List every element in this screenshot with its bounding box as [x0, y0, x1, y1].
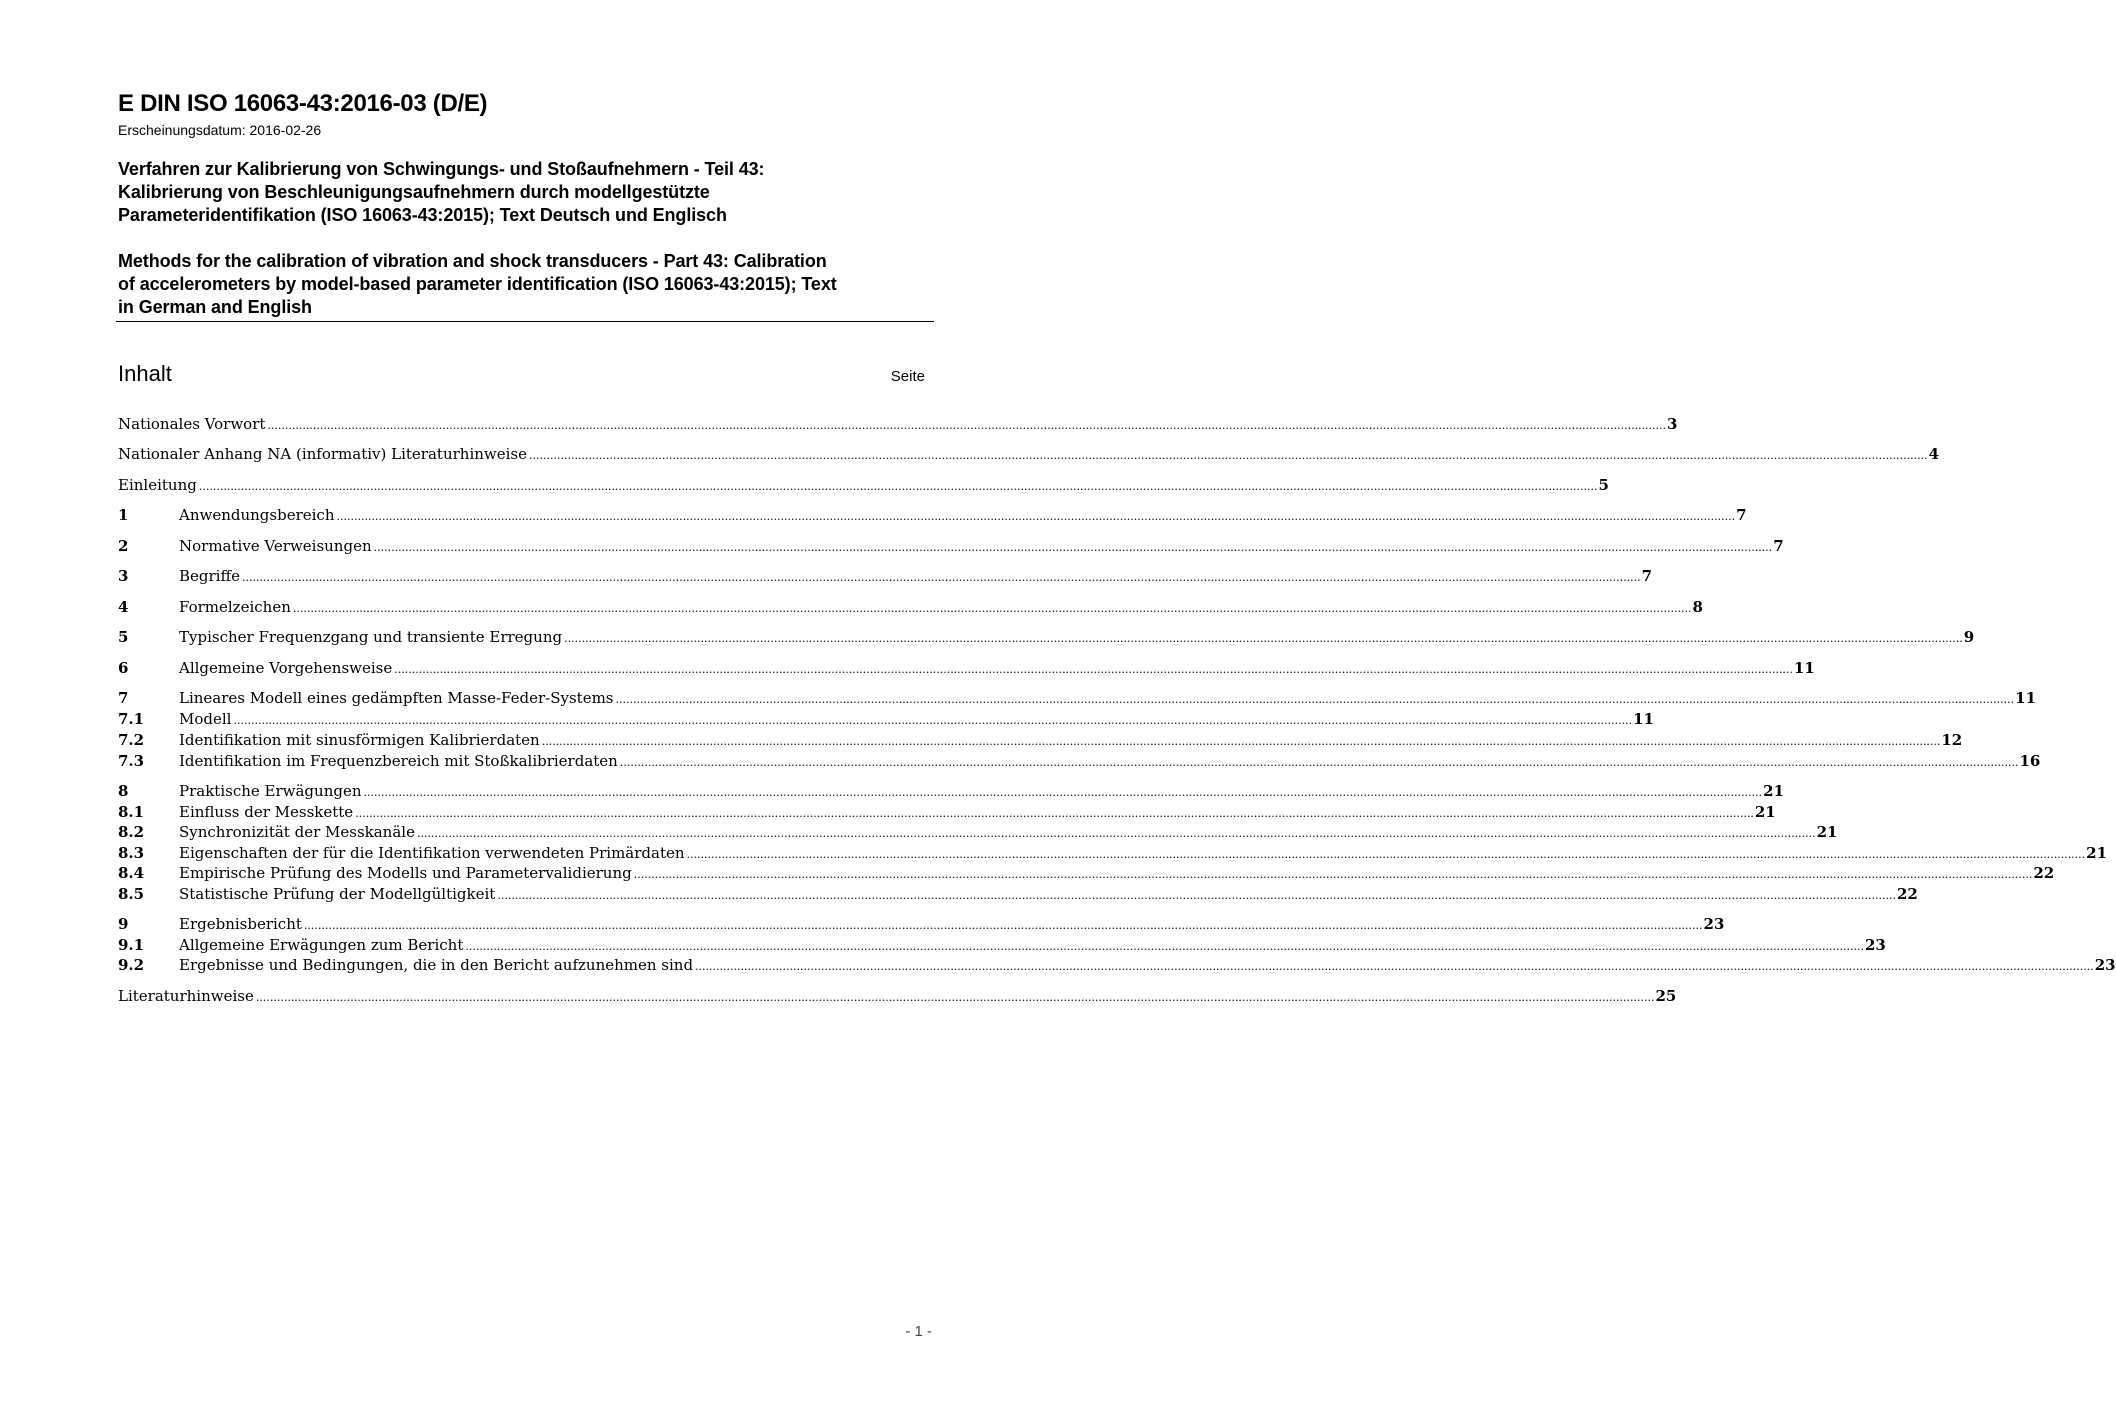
- toc-entry-page: 23: [1703, 915, 1725, 933]
- page-number: - 1 -: [905, 1323, 932, 1340]
- toc-leader-dots: ................................................................................................................................................................................................................................................................................................................................................................................................................: [355, 807, 1754, 820]
- toc-leader-dots: ................................................................................................................................................................................................................................................................................................................................................................................................................: [528, 449, 1928, 462]
- toc-entry-title: Lineares Modell eines gedämpften Masse-Feder-Systems: [179, 689, 614, 707]
- toc-entry-page: 23: [1865, 936, 1886, 954]
- toc-leader-dots: ................................................................................................................................................................................................................................................................................................................................................................................................................: [541, 735, 1941, 748]
- toc-entry-number: 8.5: [118, 885, 145, 903]
- toc-entry[interactable]: [118, 780, 1785, 802]
- title-english: [118, 250, 938, 319]
- toc-entry-title: Ergebnisse und Bedingungen, die in den Bericht aufzunehmen sind: [179, 956, 694, 974]
- title-english-line: of accelerometers by model-based parameter identification (ISO 16063-43:2015); Text: [118, 274, 837, 294]
- toc-entry[interactable]: [118, 443, 1940, 465]
- toc-entry-title: Modell: [179, 710, 232, 728]
- toc-entry-number: 6: [118, 659, 129, 677]
- toc-entry-page: 21: [2086, 844, 2108, 862]
- toc-entry-number: 9.2: [118, 956, 145, 974]
- toc-entry-page: 9: [1963, 628, 1975, 646]
- publication-date: Erscheinungsdatum: 2016-02-26: [118, 122, 322, 138]
- toc-entry-title: Empirische Prüfung des Modells und Parametervalidierung: [179, 864, 632, 882]
- toc-entry-title: Statistische Prüfung der Modellgültigkeit: [179, 885, 496, 903]
- toc-leader-dots: ................................................................................................................................................................................................................................................................................................................................................................................................................: [465, 940, 1864, 953]
- toc-entry-page: 7: [1736, 506, 1747, 524]
- toc-leader-dots: ................................................................................................................................................................................................................................................................................................................................................................................................................: [564, 632, 1963, 645]
- title-german-line: Verfahren zur Kalibrierung von Schwingungs- und Stoßaufnehmern - Teil 43:: [118, 159, 765, 179]
- toc-entry-title: Normative Verweisungen: [179, 537, 372, 555]
- toc-leader-dots: ................................................................................................................................................................................................................................................................................................................................................................................................................: [416, 827, 1816, 840]
- toc-entry-page: 3: [1667, 415, 1678, 433]
- toc-leader-dots: ................................................................................................................................................................................................................................................................................................................................................................................................................: [198, 480, 1598, 493]
- toc-entry-number: 7.1: [118, 710, 145, 728]
- toc-entry[interactable]: [118, 883, 1918, 905]
- toc-entry-page: 21: [1816, 823, 1838, 841]
- toc-entry[interactable]: [118, 708, 1654, 730]
- toc-leader-dots: ................................................................................................................................................................................................................................................................................................................................................................................................................: [686, 848, 2086, 861]
- toc-entry[interactable]: [118, 596, 1703, 618]
- title-german-line: Kalibrierung von Beschleunigungsaufnehmern durch modellgestützte: [118, 182, 710, 202]
- toc-entry-title: Einfluss der Messkette: [179, 803, 354, 821]
- toc-leader-dots: ................................................................................................................................................................................................................................................................................................................................................................................................................: [619, 756, 2019, 769]
- toc-entry-title: Begriffe: [179, 567, 241, 585]
- toc-leader-dots: ................................................................................................................................................................................................................................................................................................................................................................................................................: [497, 889, 1896, 902]
- toc-entry-title: Nationaler Anhang NA (informativ) Literaturhinweise: [118, 445, 527, 463]
- toc-entry-page: 8: [1692, 598, 1703, 616]
- toc-entry-title: Literaturhinweise: [118, 987, 254, 1005]
- toc-entry[interactable]: [118, 729, 1963, 751]
- toc-entry[interactable]: [118, 687, 2037, 709]
- toc-leader-dots: ................................................................................................................................................................................................................................................................................................................................................................................................................: [242, 571, 1641, 584]
- toc-leader-dots: ................................................................................................................................................................................................................................................................................................................................................................................................................: [363, 786, 1763, 799]
- toc-entry-page: 7: [1641, 567, 1653, 585]
- toc-entry-page: 25: [1655, 987, 1677, 1005]
- title-german: [118, 158, 938, 227]
- toc-heading: Inhalt: [118, 361, 172, 386]
- toc-entry-number: 4: [118, 598, 129, 616]
- toc-entry[interactable]: [118, 913, 1725, 935]
- toc-entry[interactable]: [118, 934, 1886, 956]
- toc-entry-page: 5: [1598, 476, 1609, 494]
- toc-entry-title: Nationales Vorwort: [118, 415, 266, 433]
- toc-entry-page: 21: [1763, 782, 1785, 800]
- toc-leader-dots: ................................................................................................................................................................................................................................................................................................................................................................................................................: [695, 960, 2094, 973]
- toc-entry[interactable]: [118, 862, 2055, 884]
- toc-entry-title: Identifikation im Frequenzbereich mit Stoßkalibrierdaten: [179, 752, 618, 770]
- toc-entry-page: 22: [1896, 885, 1918, 903]
- toc-entry-page: 21: [1754, 803, 1776, 821]
- toc-leader-dots: ................................................................................................................................................................................................................................................................................................................................................................................................................: [615, 693, 2015, 706]
- toc-entry-number: 3: [118, 567, 129, 585]
- toc-entry-number: 7: [118, 689, 129, 707]
- toc-entry[interactable]: [118, 474, 1609, 496]
- toc-entry-title: Einleitung: [118, 476, 197, 494]
- toc-leader-dots: ................................................................................................................................................................................................................................................................................................................................................................................................................: [292, 602, 1692, 615]
- toc-entry-page: 4: [1928, 445, 1940, 463]
- toc-entry-number: 8: [118, 782, 129, 800]
- toc-leader-dots: ................................................................................................................................................................................................................................................................................................................................................................................................................: [633, 868, 2033, 881]
- toc-entry-title: Formelzeichen: [179, 598, 291, 616]
- toc-leader-dots: ................................................................................................................................................................................................................................................................................................................................................................................................................: [303, 919, 1703, 932]
- toc-entry-page: 23: [2094, 956, 2116, 974]
- toc-entry-page: 22: [2033, 864, 2055, 882]
- toc-entry-title: Identifikation mit sinusförmigen Kalibrierdaten: [179, 731, 540, 749]
- toc-entry-number: 2: [118, 537, 129, 555]
- toc-entry-page: 11: [1633, 710, 1654, 728]
- toc-leader-dots: ................................................................................................................................................................................................................................................................................................................................................................................................................: [373, 541, 1773, 554]
- document-id: E DIN ISO 16063-43:2016-03 (D/E): [118, 90, 488, 117]
- toc-entry-title: Synchronizität der Messkanäle: [179, 823, 415, 841]
- toc-entry[interactable]: [118, 954, 2116, 976]
- toc-entry-title: Ergebnisbericht: [179, 915, 302, 933]
- toc-entry-number: 8.2: [118, 823, 145, 841]
- toc-leader-dots: ................................................................................................................................................................................................................................................................................................................................................................................................................: [255, 991, 1655, 1004]
- toc-entry-title: Typischer Frequenzgang und transiente Erregung: [179, 628, 563, 646]
- toc-entry-page: 7: [1773, 537, 1784, 555]
- title-english-line: in German and English: [118, 297, 312, 317]
- toc-entry-number: 8.4: [118, 864, 145, 882]
- toc-entry-number: 8.1: [118, 803, 145, 821]
- toc-entry-page: 11: [2015, 689, 2037, 707]
- toc-entry[interactable]: [118, 657, 1815, 679]
- toc-entry-title: Praktische Erwägungen: [179, 782, 362, 800]
- toc-entry-title: Anwendungsbereich: [179, 506, 335, 524]
- toc-entry-title: Eigenschaften der für die Identifikation verwendeten Primärdaten: [179, 844, 685, 862]
- toc-entry-title: Allgemeine Vorgehensweise: [179, 659, 393, 677]
- toc-entry[interactable]: [118, 565, 1653, 587]
- toc-entry-number: 9.1: [118, 936, 145, 954]
- toc-leader-dots: ................................................................................................................................................................................................................................................................................................................................................................................................................: [336, 510, 1736, 523]
- title-german-line: Parameteridentifikation (ISO 16063-43:2015); Text Deutsch und Englisch: [118, 205, 727, 225]
- toc-entry[interactable]: [118, 842, 2108, 864]
- title-english-line: Methods for the calibration of vibration and shock transducers - Part 43: Calibration: [118, 251, 827, 271]
- toc-entry-page: 11: [1793, 659, 1815, 677]
- toc-entry-number: 8.3: [118, 844, 145, 862]
- toc-leader-dots: ................................................................................................................................................................................................................................................................................................................................................................................................................: [394, 663, 1793, 676]
- toc-entry[interactable]: [118, 750, 2041, 772]
- toc-entry-number: 1: [118, 506, 129, 524]
- toc-entry[interactable]: [118, 413, 1678, 435]
- toc-entry-number: 9: [118, 915, 129, 933]
- toc-entry-number: 7.2: [118, 731, 145, 749]
- toc-entry[interactable]: [118, 801, 1776, 823]
- header-divider: [116, 321, 934, 322]
- toc-leader-dots: ................................................................................................................................................................................................................................................................................................................................................................................................................: [233, 714, 1633, 727]
- toc-entry-page: 12: [1941, 731, 1963, 749]
- toc-entry-page: 16: [2019, 752, 2041, 770]
- toc-leader-dots: ................................................................................................................................................................................................................................................................................................................................................................................................................: [267, 419, 1667, 432]
- toc-entry[interactable]: [118, 535, 1784, 557]
- toc-entry-number: 5: [118, 628, 129, 646]
- toc-entry-number: 7.3: [118, 752, 145, 770]
- toc-entry[interactable]: [118, 821, 1838, 843]
- toc-entry-title: Allgemeine Erwägungen zum Bericht: [179, 936, 464, 954]
- toc-entry[interactable]: [118, 626, 1975, 648]
- toc-entry[interactable]: [118, 985, 1677, 1007]
- toc-entry[interactable]: [118, 504, 1747, 526]
- toc-page-label: Seite: [890, 368, 925, 385]
